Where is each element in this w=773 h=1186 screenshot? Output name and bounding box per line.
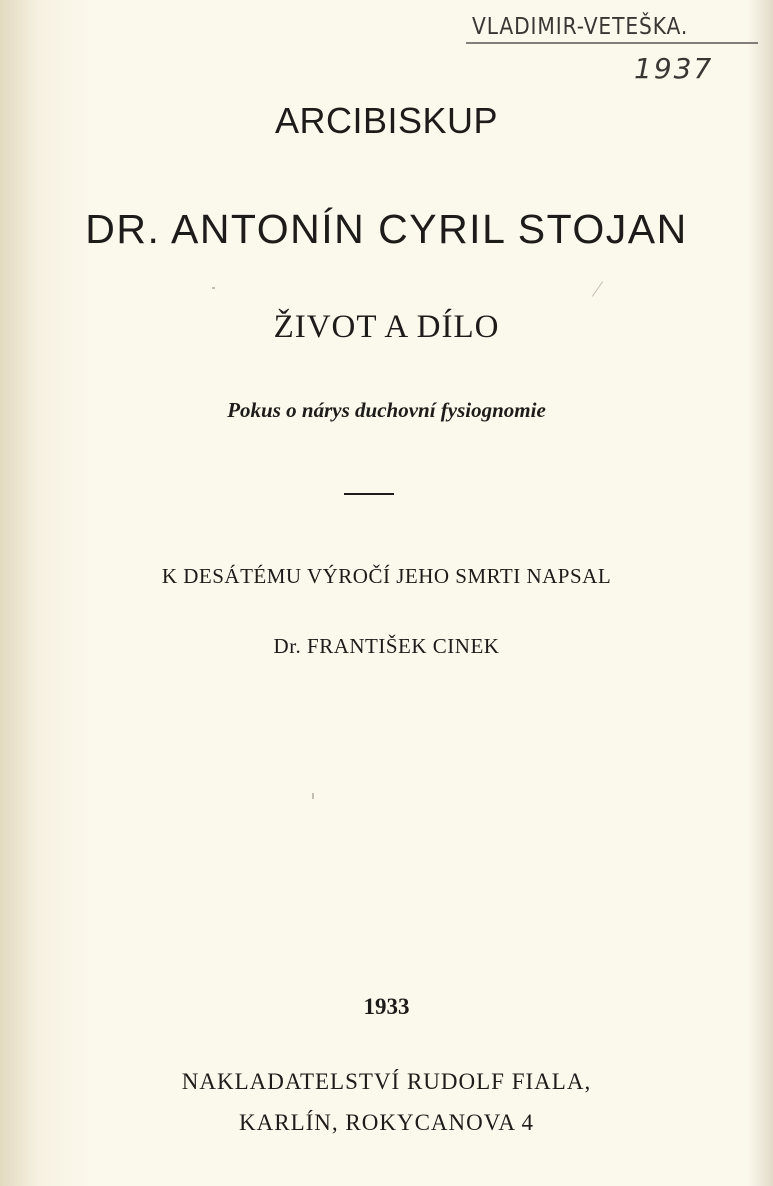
dedication-line: K DESÁTÉMU VÝROČÍ JEHO SMRTI NAPSAL [161,564,612,588]
handwritten-underline [466,42,758,44]
publisher-line: NAKLADATELSTVÍ RUDOLF FIALA, [181,1069,592,1094]
heading-life-and-work: ŽIVOT A DÍLO [273,309,500,345]
author-line: Dr. FRANTIŠEK CINEK [273,634,500,658]
heading-name: DR. ANTONÍN CYRIL STOJAN [85,206,688,252]
subtitle: Pokus o nárys duchovní fysiognomie [227,398,546,422]
paper-speck [312,793,314,799]
handwritten-year-note: 1937 [634,52,714,85]
heading-archbishop: ARCIBISKUP [274,100,499,141]
divider-rule [344,493,394,495]
paper-speck [212,287,215,289]
paper-speck [592,281,603,296]
publication-year: 1933 [363,994,410,1019]
handwritten-owner-name: VLADIMIR-VETEŠKA. [472,14,689,40]
publisher-address: KARLÍN, ROKYCANOVA 4 [239,1110,534,1135]
